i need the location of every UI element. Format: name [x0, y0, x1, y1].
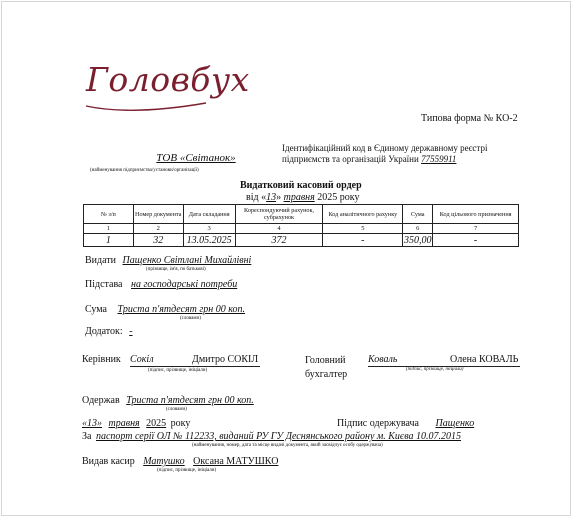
order-table	[83, 204, 519, 247]
org-name: ТОВ «Світанок»	[156, 152, 236, 164]
recipient-sig-value: Пащенко	[435, 418, 475, 429]
table-header: № з/п	[84, 205, 134, 224]
cashier-name: Оксана МАТУШКО	[193, 456, 279, 467]
head-caption: (підпис, прізвище, ініціали)	[148, 368, 208, 373]
head-signature: Сокіл	[130, 354, 154, 365]
table-cell: 1	[84, 234, 134, 247]
recipient-sig-line	[337, 418, 474, 429]
cashier-label: Видав касир	[82, 456, 135, 467]
accountant-caption: (підпис, прізвище, ініціали)	[406, 367, 464, 372]
table-cell: -	[433, 234, 519, 247]
edrpou-line2-wrap	[282, 154, 487, 165]
table-header-row	[84, 205, 519, 224]
table-header: Код цільового призначення	[433, 205, 519, 224]
order-title: Видатковий касовий ордер	[240, 180, 362, 191]
passport-line	[82, 431, 461, 442]
basis-label: Підстава	[85, 279, 123, 290]
table-cell: 372	[235, 234, 323, 247]
passport-caption: (найменування, номер, дата та місце видачі документа, який засвідчує особу одержувача)	[192, 443, 383, 448]
head-sign-line	[130, 354, 260, 367]
issue-value: Пащенко Світлані Михайлівні	[122, 255, 252, 266]
recipient-sig-label: Підпис одержувача	[337, 418, 419, 429]
date2-day: «13»	[82, 418, 102, 429]
received-line	[82, 395, 254, 406]
table-col-number: 5	[323, 224, 403, 234]
passport-value: паспорт серії ОЛ № 112233, виданий РУ ГУ Деснянського району м. Києва 10.07.2015	[95, 431, 462, 442]
order-date-prefix: від «	[246, 192, 267, 203]
issue-label: Видати	[85, 255, 117, 266]
received-value: Триста п'ятдесят грн 00 коп.	[126, 395, 254, 406]
table-col-number: 6	[403, 224, 433, 234]
issue-caption: (прізвище, ім'я, по батькові)	[146, 267, 206, 272]
table-col-number: 3	[183, 224, 235, 234]
order-month: травня	[283, 192, 315, 203]
table-cell: 32	[133, 234, 183, 247]
accountant-label	[305, 354, 347, 382]
accountant-label1: Головний	[305, 355, 346, 366]
order-day: 13	[266, 192, 277, 203]
order-date-mid: »	[276, 192, 284, 203]
table-cell: -	[323, 234, 403, 247]
cashier-line	[82, 456, 278, 467]
head-label: Керівник	[82, 354, 121, 365]
accountant-name: Олена КОВАЛЬ	[450, 354, 519, 365]
passport-prefix: За	[82, 431, 92, 442]
order-date	[246, 192, 359, 203]
table-header: Код аналітичного рахунку	[323, 205, 403, 224]
sum-line	[85, 304, 245, 315]
accountant-signature: Коваль	[368, 354, 398, 365]
date2-year: 2025	[146, 418, 167, 429]
basis-line	[85, 279, 237, 290]
cashier-caption: (підпис, прізвище, ініціали)	[157, 468, 217, 473]
table-header: Сума	[403, 205, 433, 224]
table-col-number: 7	[433, 224, 519, 234]
table-header: Номер документа	[133, 205, 183, 224]
edrpou-block	[282, 143, 487, 165]
org-caption: (найменування підприємства/установи/організації)	[90, 168, 199, 173]
logo-swash	[84, 100, 209, 114]
table-number-row	[84, 224, 519, 234]
form-label: Типова форма № КО-2	[421, 113, 518, 124]
order-date-suffix: року	[337, 192, 360, 203]
date2-month: травня	[108, 418, 140, 429]
sum-label: Сума	[85, 304, 107, 315]
attachment-line	[85, 326, 133, 337]
basis-value: на господарські потреби	[131, 279, 238, 290]
sum-caption: (словами)	[180, 316, 201, 321]
date2-line	[82, 418, 190, 429]
org-name-wrap	[116, 152, 276, 164]
table-header: Кореспондуючий рахунок, субрахунок	[235, 205, 323, 224]
sum-value: Триста п'ятдесят грн 00 коп.	[117, 304, 246, 315]
logo: Головбух	[86, 60, 250, 99]
edrpou-code: 77559911	[421, 154, 457, 164]
table-cell: 350,00	[403, 234, 432, 246]
table-col-number: 1	[84, 224, 134, 234]
accountant-sign-line	[368, 354, 520, 367]
table-row	[84, 234, 519, 247]
date2-suffix: року	[170, 418, 191, 429]
table-col-number: 4	[235, 224, 323, 234]
attachment-value: -	[129, 326, 133, 337]
head-name: Дмитро СОКІЛ	[192, 354, 259, 365]
accountant-label2: бухгалтер	[305, 369, 348, 380]
edrpou-line2: підприємств та організацій України	[282, 154, 419, 164]
issue-line	[85, 255, 251, 266]
order-year: 2025	[314, 192, 338, 203]
received-label: Одержав	[82, 395, 120, 406]
received-caption: (словами)	[166, 407, 187, 412]
attachment-label: Додаток:	[85, 326, 123, 337]
table-cell: 13.05.2025	[183, 234, 235, 247]
table-header: Дата складання	[183, 205, 235, 224]
table-col-number: 2	[133, 224, 183, 234]
cashier-signature: Матушко	[143, 456, 185, 467]
edrpou-line1: Ідентифікаційний код в Єдиному державному реєстрі	[282, 143, 488, 153]
